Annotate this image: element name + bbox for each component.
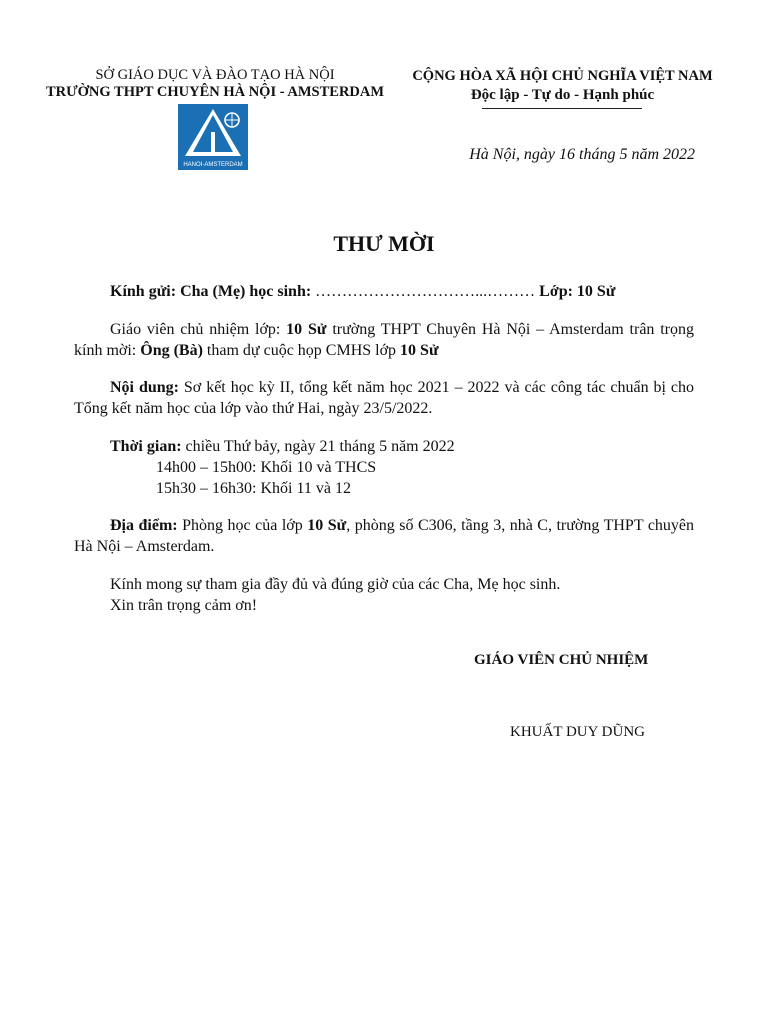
- department-name: SỞ GIÁO DỤC VÀ ĐÀO TẠO HÀ NỘI: [95, 67, 335, 83]
- intro-class-2: 10 Sử: [400, 342, 439, 359]
- location-label: Địa điểm:: [110, 517, 178, 534]
- motto-underline: [482, 108, 642, 109]
- class-label: Lớp: 10 Sử: [539, 283, 616, 300]
- time-text: chiều Thứ bảy, ngày 21 tháng 5 năm 2022: [181, 438, 455, 455]
- closing-line-2: Xin trân trọng cảm ơn!: [110, 597, 258, 614]
- signature-role: GIÁO VIÊN CHỦ NHIỆM: [474, 652, 649, 668]
- issuer-block: [30, 67, 400, 101]
- closing-section: [74, 574, 694, 616]
- intro-text-1: Giáo viên chủ nhiệm lớp:: [110, 321, 287, 338]
- school-name: TRƯỜNG THPT CHUYÊN HÀ NỘI - AMSTERDAM: [45, 84, 385, 100]
- intro-text-3: tham dự cuộc họp CMHS lớp: [202, 342, 401, 359]
- intro-addressee: Ông (Bà): [140, 342, 203, 359]
- content-text: Sơ kết học kỳ II, tổng kết năm học 2021 – 2022 và các công tác chuẩn bị cho Tổng kết năm học của lớp vào thứ Hai, ngày 23/5/2022.: [74, 379, 694, 417]
- issue-date: Hà Nội, ngày 16 tháng 5 năm 2022: [469, 146, 695, 163]
- intro-class: 10 Sử: [286, 321, 327, 338]
- national-motto: Độc lập - Tự do - Hạnh phúc: [470, 87, 655, 103]
- content-paragraph: [74, 377, 694, 419]
- national-header: [390, 67, 735, 105]
- location-paragraph: [74, 515, 694, 557]
- location-class: 10 Sử: [307, 517, 347, 534]
- intro-text-2: trường THPT Chuyên Hà Nội – Amsterdam trân trọng kính mời:: [74, 321, 695, 359]
- logo-text: HANOI-AMSTERDAM: [183, 162, 243, 168]
- time-label: Thời gian:: [110, 438, 182, 455]
- location-text-2: , phòng số C306, tầng 3, nhà C, trường THPT chuyên Hà Nội – Amsterdam.: [74, 517, 695, 555]
- time-section: [74, 436, 694, 499]
- location-text-1: Phòng học của lớp: [177, 517, 308, 534]
- recipient-line: [74, 281, 694, 302]
- school-logo: [178, 104, 248, 170]
- republic-name: CỘNG HÒA XÃ HỘI CHỦ NGHĨA VIỆT NAM: [412, 68, 713, 84]
- content-label: Nội dung:: [110, 379, 179, 396]
- recipient-label: Kính gửi: Cha (Mẹ) học sinh:: [110, 283, 312, 300]
- intro-paragraph: [74, 319, 694, 361]
- signature-name: KHUẤT DUY DŨNG: [510, 724, 645, 740]
- recipient-dots: …………………………...………: [315, 283, 536, 300]
- closing-line-1: Kính mong sự tham gia đầy đủ và đúng giờ của các Cha, Mẹ học sinh.: [110, 576, 561, 593]
- document-title: THƯ MỜI: [333, 231, 435, 256]
- time-slot-1: 14h00 – 15h00: Khối 10 và THCS: [156, 459, 377, 476]
- time-slot-2: 15h30 – 16h30: Khối 11 và 12: [156, 480, 351, 497]
